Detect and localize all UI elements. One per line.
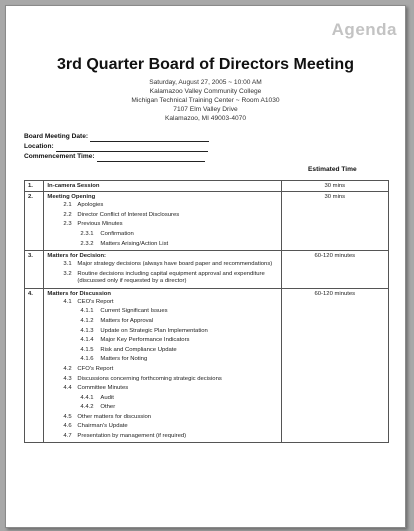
list-item: 4.6 Chairman's Update bbox=[63, 423, 128, 430]
meeting-details bbox=[6, 79, 405, 124]
list-item: 3.1 Major strategy decisions (always have board paper and recommendations) bbox=[63, 261, 273, 268]
list-item: 4.1.1 Current Significant Issues bbox=[80, 308, 168, 315]
list-item: 2.2 Director Conflict of Interest Disclosures bbox=[63, 211, 180, 218]
meeting-room: Michigan Technical Training Center ~ Room A1030 bbox=[131, 96, 280, 104]
section-number: 4. bbox=[25, 288, 44, 443]
list-item: 4.1.6 Matters for Noting bbox=[80, 356, 148, 363]
list-item: 3.2 Routine decisions including capital equipment approval and expenditure (discussed only if requested by a director) bbox=[63, 270, 265, 285]
board-meeting-date-field[interactable] bbox=[24, 132, 209, 142]
page-title: 3rd Quarter Board of Directors Meeting bbox=[57, 56, 354, 73]
list-item: 4.4.2 Other bbox=[80, 404, 116, 411]
list-item: 4.2 CFO's Report bbox=[63, 365, 114, 372]
agenda-watermark: Agenda bbox=[331, 20, 397, 39]
list-item: 2.1 Apologies bbox=[63, 202, 104, 209]
list-item: 4.4 Committee Minutes bbox=[63, 385, 129, 392]
location-label: Location: bbox=[24, 143, 54, 150]
agenda-table bbox=[24, 180, 389, 443]
table-row bbox=[25, 192, 389, 251]
section-time: 60-120 minutes bbox=[281, 250, 388, 288]
list-item: 4.7 Presentation by management (if required) bbox=[63, 433, 187, 440]
commencement-time-label: Commencement Time: bbox=[24, 153, 95, 160]
list-item: 4.1.3 Update on Strategic Plan Implementation bbox=[80, 327, 208, 334]
document-page bbox=[5, 5, 406, 528]
list-item: 4.4.1 Audit bbox=[80, 394, 114, 401]
section-content bbox=[44, 192, 281, 251]
meeting-date-time: Saturday, August 27, 2005 ~ 10:00 AM bbox=[149, 79, 262, 86]
section-number: 1. bbox=[25, 181, 44, 192]
commencement-time-field[interactable] bbox=[24, 152, 209, 162]
section-content bbox=[44, 288, 281, 443]
section-number: 3. bbox=[25, 250, 44, 288]
table-row bbox=[25, 181, 389, 192]
list-item: 4.5 Other matters for discussion bbox=[63, 413, 152, 420]
list-item: 2.3.2 Matters Arising/Action List bbox=[80, 240, 169, 247]
section-title: Matters for Discussion bbox=[47, 290, 111, 297]
list-item: 2.3 Previous Minutes bbox=[63, 221, 123, 228]
list-item: 4.1.4 Major Key Performance Indicators bbox=[80, 337, 190, 344]
table-row bbox=[25, 288, 389, 443]
section-number: 2. bbox=[25, 192, 44, 251]
section-title: Meeting Opening bbox=[47, 194, 96, 200]
meeting-street: 7107 Elm Valley Drive bbox=[173, 105, 238, 113]
list-item: 4.1.5 Risk and Compliance Update bbox=[80, 346, 177, 353]
location-field[interactable] bbox=[24, 142, 209, 152]
section-time: 60-120 minutes bbox=[281, 288, 388, 443]
list-item: 2.3.1 Confirmation bbox=[80, 230, 134, 237]
meeting-fields bbox=[24, 132, 209, 162]
location-line[interactable] bbox=[56, 144, 208, 152]
section-content bbox=[44, 181, 281, 192]
meeting-venue: Kalamazoo Valley Community College bbox=[149, 87, 262, 95]
table-row bbox=[25, 250, 389, 288]
meeting-city: Kalamazoo, MI 49003-4070 bbox=[164, 114, 246, 122]
commencement-time-line[interactable] bbox=[97, 154, 205, 162]
section-title: Matters for Decision: bbox=[47, 252, 107, 259]
section-time: 30 mins bbox=[281, 181, 388, 192]
board-meeting-date-label: Board Meeting Date: bbox=[24, 133, 89, 140]
section-time: 30 mins bbox=[281, 192, 388, 251]
section-title: In-camera Session bbox=[47, 183, 100, 189]
board-meeting-date-line[interactable] bbox=[90, 134, 209, 142]
list-item: 4.1 CEO's Report bbox=[63, 298, 114, 305]
section-content bbox=[44, 250, 281, 288]
estimated-time-header: Estimated Time bbox=[308, 166, 357, 173]
list-item: 4.3 Discussions concerning forthcoming strategic decisions bbox=[63, 375, 222, 382]
list-item: 4.1.2 Matters for Approval bbox=[80, 317, 154, 324]
